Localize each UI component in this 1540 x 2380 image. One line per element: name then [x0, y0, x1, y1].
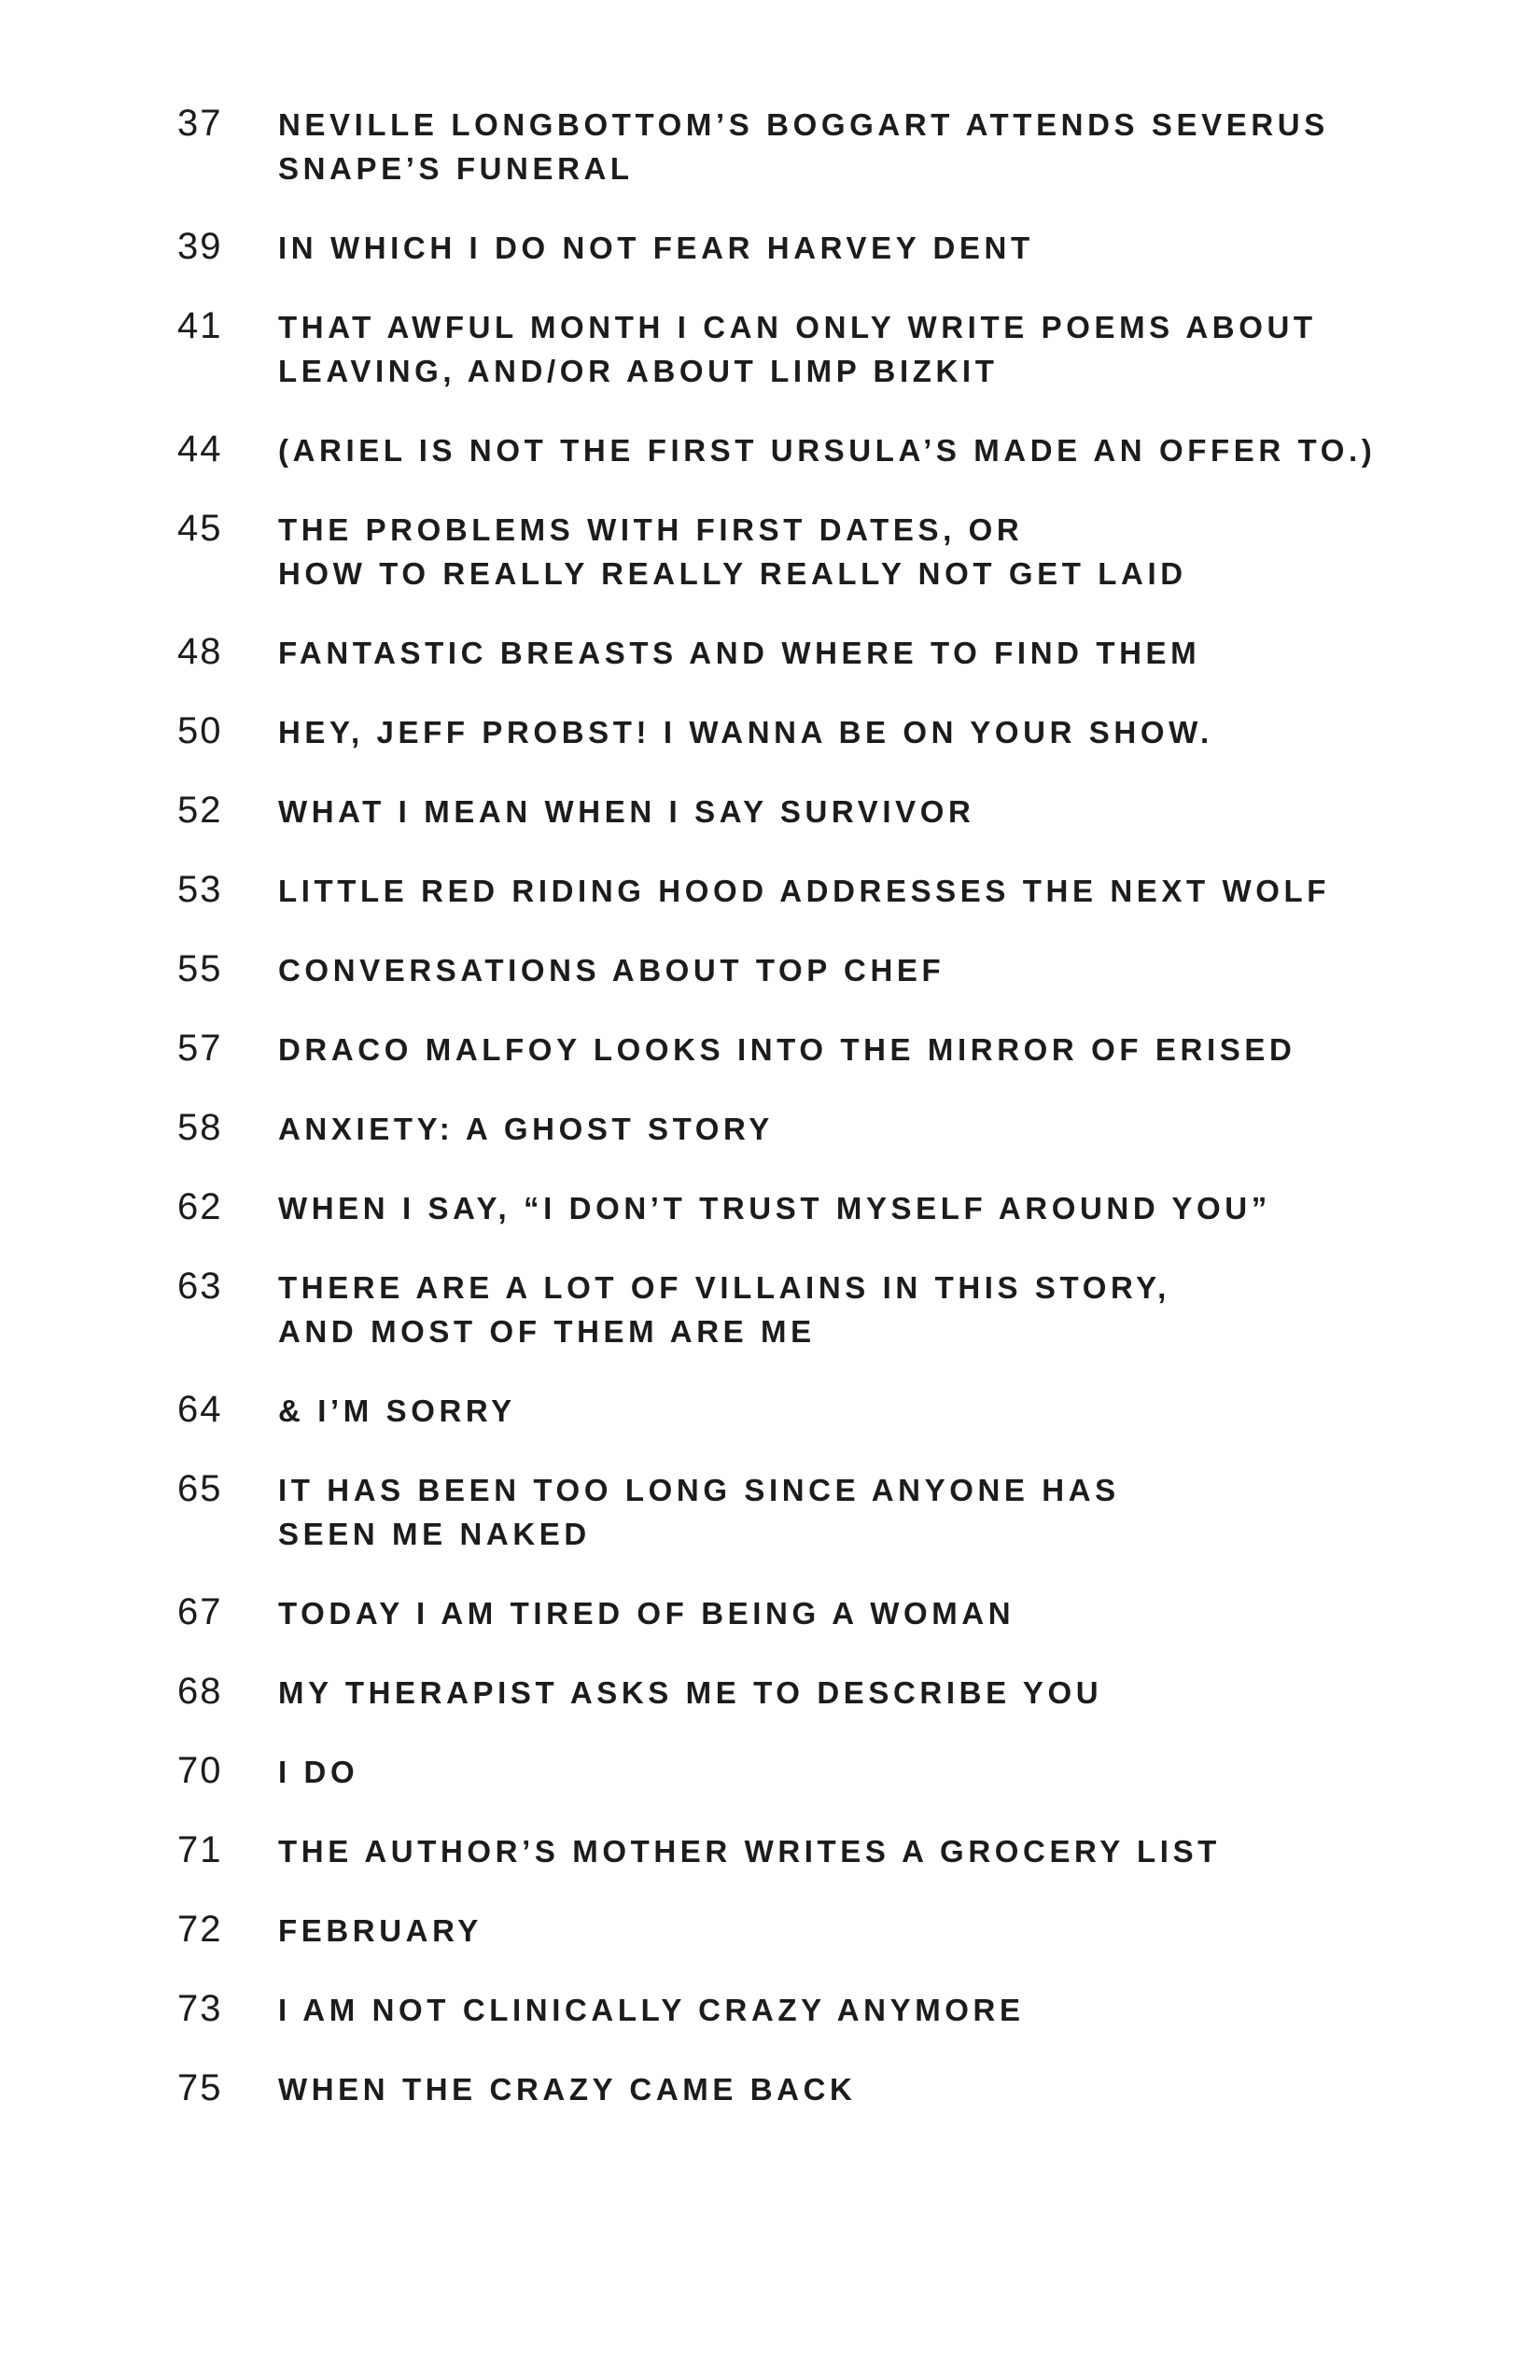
entry-title-line: DRACO MALFOY LOOKS INTO THE MIRROR OF ERISED — [278, 1032, 1296, 1067]
entry-title — [278, 1389, 1379, 1433]
page-number: 62 — [177, 1186, 223, 1227]
entry-title — [278, 1107, 1379, 1151]
entry-title-line: I DO — [278, 1755, 359, 1789]
entry-title-line: HEY, JEFF PROBST! I WANNA BE ON YOUR SHOW. — [278, 715, 1213, 749]
entry-title — [278, 226, 1379, 270]
entry-title-line: (ARIEL IS NOT THE FIRST URSULA’S MADE AN OFFER TO.) — [278, 433, 1377, 468]
entry-title-line: LITTLE RED RIDING HOOD ADDRESSES THE NEXT WOLF — [278, 874, 1331, 908]
page-number: 67 — [177, 1591, 223, 1632]
entry-title — [278, 1750, 1379, 1794]
entry-title — [278, 1988, 1379, 2032]
page-number: 53 — [177, 869, 223, 910]
entry-title-line: AND MOST OF THEM ARE ME — [278, 1314, 816, 1349]
page-number: 52 — [177, 790, 223, 831]
entry-title — [278, 1591, 1379, 1635]
page-number: 65 — [177, 1468, 223, 1509]
entry-title — [278, 1829, 1379, 1873]
entry-title-line: THE AUTHOR’S MOTHER WRITES A GROCERY LIST — [278, 1834, 1221, 1869]
entry-title — [278, 1028, 1379, 1071]
entry-title-line: FANTASTIC BREASTS AND WHERE TO FIND THEM — [278, 636, 1201, 670]
entry-title — [278, 305, 1379, 393]
entry-title — [278, 103, 1379, 190]
entry-title — [278, 1909, 1379, 1953]
page-number: 57 — [177, 1028, 223, 1069]
entry-title — [278, 508, 1379, 595]
entry-title-line: FEBRUARY — [278, 1913, 483, 1948]
entry-title-line: ANXIETY: A GHOST STORY — [278, 1112, 774, 1146]
entry-title-line: HOW TO REALLY REALLY REALLY NOT GET LAID — [278, 556, 1187, 591]
entry-title — [278, 1186, 1379, 1230]
entry-title-line: IN WHICH I DO NOT FEAR HARVEY DENT — [278, 231, 1034, 265]
page-number: 64 — [177, 1389, 223, 1430]
entry-title-line: SNAPE’S FUNERAL — [278, 151, 634, 186]
page-number: 50 — [177, 710, 223, 751]
entry-title — [278, 1266, 1379, 1353]
entry-title-line: MY THERAPIST ASKS ME TO DESCRIBE YOU — [278, 1675, 1103, 1710]
entry-title — [278, 2067, 1379, 2111]
page-number: 48 — [177, 631, 223, 672]
entry-title — [278, 428, 1379, 472]
entry-title-line: WHEN I SAY, “I DON’T TRUST MYSELF AROUND YOU” — [278, 1191, 1271, 1225]
entry-title-line: SEEN ME NAKED — [278, 1517, 591, 1551]
entry-title-line: LEAVING, AND/OR ABOUT LIMP BIZKIT — [278, 354, 999, 388]
page-number: 58 — [177, 1107, 223, 1148]
entry-title — [278, 631, 1379, 675]
page-number: 71 — [177, 1829, 223, 1870]
entry-title-line: THE PROBLEMS WITH FIRST DATES, OR — [278, 512, 1024, 547]
entry-title — [278, 710, 1379, 754]
entry-title — [278, 790, 1379, 833]
entry-title-line: WHEN THE CRAZY CAME BACK — [278, 2072, 857, 2107]
entry-title-line: IT HAS BEEN TOO LONG SINCE ANYONE HAS — [278, 1473, 1120, 1507]
entry-title — [278, 869, 1379, 913]
entry-title-line: THAT AWFUL MONTH I CAN ONLY WRITE POEMS ABOUT — [278, 310, 1317, 344]
entry-title-line: THERE ARE A LOT OF VILLAINS IN THIS STORY, — [278, 1270, 1170, 1305]
page-number: 37 — [177, 103, 223, 144]
page-number: 45 — [177, 508, 223, 549]
page-number: 55 — [177, 948, 223, 989]
entry-title-line: TODAY I AM TIRED OF BEING A WOMAN — [278, 1596, 1015, 1631]
entry-title-line: & I’M SORRY — [278, 1393, 516, 1428]
entry-title — [278, 1468, 1379, 1556]
page-number: 70 — [177, 1750, 223, 1791]
page-number: 73 — [177, 1988, 223, 2029]
page-number: 75 — [177, 2067, 223, 2108]
page-number: 72 — [177, 1909, 223, 1950]
entry-title-line: I AM NOT CLINICALLY CRAZY ANYMORE — [278, 1993, 1025, 2027]
page-number: 44 — [177, 428, 223, 469]
entry-title — [278, 1671, 1379, 1715]
entry-title — [278, 948, 1379, 992]
page-number: 63 — [177, 1266, 223, 1307]
page-number: 68 — [177, 1671, 223, 1712]
entry-title-line: NEVILLE LONGBOTTOM’S BOGGART ATTENDS SEVERUS — [278, 107, 1329, 142]
entry-title-line: CONVERSATIONS ABOUT TOP CHEF — [278, 953, 945, 987]
page-number: 41 — [177, 305, 223, 346]
page-number: 39 — [177, 226, 223, 267]
entry-title-line: WHAT I MEAN WHEN I SAY SURVIVOR — [278, 794, 975, 829]
